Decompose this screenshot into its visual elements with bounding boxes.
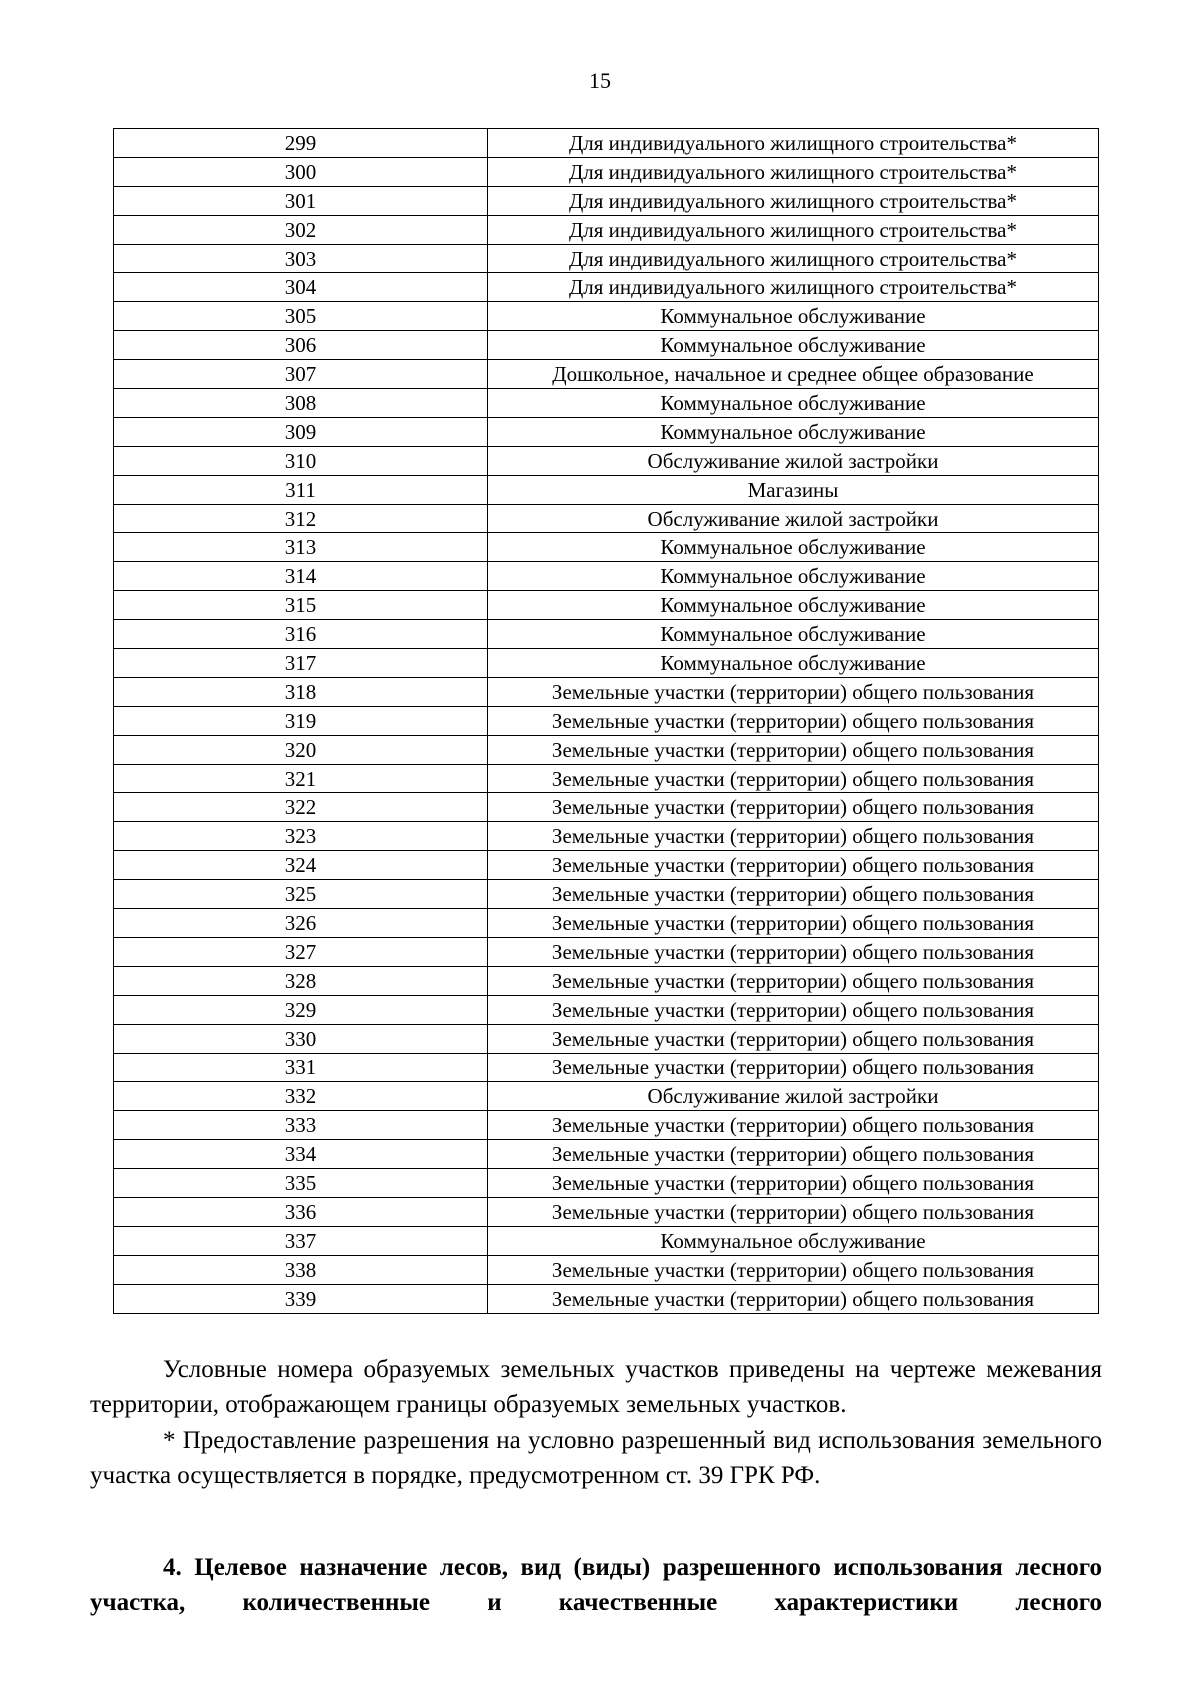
plot-number-cell: 299 — [114, 129, 488, 158]
permitted-use-cell: Коммунальное обслуживание — [488, 417, 1099, 446]
table-row — [114, 649, 1099, 678]
table-row — [114, 620, 1099, 649]
table-row — [114, 995, 1099, 1024]
table-row — [114, 764, 1099, 793]
permitted-use-cell: Земельные участки (территории) общего пользования — [488, 909, 1099, 938]
table-row — [114, 1197, 1099, 1226]
permitted-use-cell: Обслуживание жилой застройки — [488, 446, 1099, 475]
permitted-use-cell: Земельные участки (территории) общего пользования — [488, 880, 1099, 909]
plot-number-cell: 308 — [114, 389, 488, 418]
permitted-use-cell: Коммунальное обслуживание — [488, 331, 1099, 360]
permitted-use-cell: Земельные участки (территории) общего пользования — [488, 677, 1099, 706]
plot-number-cell: 303 — [114, 244, 488, 273]
table-row — [114, 360, 1099, 389]
plot-number-cell: 335 — [114, 1169, 488, 1198]
permitted-use-cell: Для индивидуального жилищного строительства* — [488, 244, 1099, 273]
table-row — [114, 880, 1099, 909]
plot-number-cell: 322 — [114, 793, 488, 822]
table-row — [114, 1082, 1099, 1111]
permitted-use-cell: Коммунальное обслуживание — [488, 533, 1099, 562]
permitted-use-cell: Земельные участки (территории) общего пользования — [488, 966, 1099, 995]
table-row — [114, 793, 1099, 822]
table-row — [114, 1226, 1099, 1255]
table-row — [114, 966, 1099, 995]
land-plots-table-body — [114, 129, 1099, 1314]
plot-number-cell: 326 — [114, 909, 488, 938]
plot-number-cell: 338 — [114, 1255, 488, 1284]
table-row — [114, 937, 1099, 966]
section-heading: 4. Целевое назначение лесов, вид (виды) разрешенного использования лесного участка, количественные и качественные характеристики лесного — [90, 1554, 1102, 1616]
plot-number-cell: 311 — [114, 475, 488, 504]
permitted-use-cell: Для индивидуального жилищного строительства* — [488, 157, 1099, 186]
table-row — [114, 591, 1099, 620]
note-conditional-use: * Предоставление разрешения на условно разрешенный вид использования земельного участка осуществляется в порядке, предусмотренном ст. 39 ГРК РФ. — [90, 1427, 1102, 1489]
table-row — [114, 1255, 1099, 1284]
plot-number-cell: 316 — [114, 620, 488, 649]
permitted-use-cell: Земельные участки (территории) общего пользования — [488, 1140, 1099, 1169]
table-row — [114, 302, 1099, 331]
plot-number-cell: 300 — [114, 157, 488, 186]
permitted-use-cell: Земельные участки (территории) общего пользования — [488, 1111, 1099, 1140]
permitted-use-cell: Земельные участки (территории) общего пользования — [488, 822, 1099, 851]
table-row — [114, 244, 1099, 273]
plot-number-cell: 327 — [114, 937, 488, 966]
table-row — [114, 331, 1099, 360]
plot-number-cell: 321 — [114, 764, 488, 793]
table-row — [114, 446, 1099, 475]
plot-number-cell: 320 — [114, 735, 488, 764]
permitted-use-cell: Обслуживание жилой застройки — [488, 504, 1099, 533]
page-number: 15 — [589, 68, 611, 93]
permitted-use-cell: Земельные участки (территории) общего пользования — [488, 1197, 1099, 1226]
plot-number-cell: 328 — [114, 966, 488, 995]
table-row — [114, 215, 1099, 244]
plot-number-cell: 329 — [114, 995, 488, 1024]
table-row — [114, 822, 1099, 851]
table-row — [114, 157, 1099, 186]
plot-number-cell: 339 — [114, 1284, 488, 1313]
plot-number-cell: 324 — [114, 851, 488, 880]
table-row — [114, 389, 1099, 418]
plot-number-cell: 309 — [114, 417, 488, 446]
plot-number-cell: 319 — [114, 706, 488, 735]
permitted-use-cell: Коммунальное обслуживание — [488, 620, 1099, 649]
plot-number-cell: 310 — [114, 446, 488, 475]
plot-number-cell: 331 — [114, 1053, 488, 1082]
permitted-use-cell: Земельные участки (территории) общего пользования — [488, 735, 1099, 764]
plot-number-cell: 332 — [114, 1082, 488, 1111]
table-row — [114, 417, 1099, 446]
permitted-use-cell: Коммунальное обслуживание — [488, 1226, 1099, 1255]
table-row — [114, 533, 1099, 562]
permitted-use-cell: Коммунальное обслуживание — [488, 591, 1099, 620]
plot-number-cell: 304 — [114, 273, 488, 302]
permitted-use-cell: Земельные участки (территории) общего пользования — [488, 995, 1099, 1024]
plot-number-cell: 312 — [114, 504, 488, 533]
plot-number-cell: 314 — [114, 562, 488, 591]
table-row — [114, 909, 1099, 938]
plot-number-cell: 307 — [114, 360, 488, 389]
plot-number-cell: 334 — [114, 1140, 488, 1169]
table-row — [114, 186, 1099, 215]
permitted-use-cell: Земельные участки (территории) общего пользования — [488, 1284, 1099, 1313]
permitted-use-cell: Земельные участки (территории) общего пользования — [488, 1255, 1099, 1284]
table-row — [114, 562, 1099, 591]
permitted-use-cell: Коммунальное обслуживание — [488, 562, 1099, 591]
note-plot-numbers: Условные номера образуемых земельных участков приведены на чертеже межевания территории, отображающем границы образуемых земельных участков. — [90, 1356, 1102, 1418]
table-row — [114, 475, 1099, 504]
permitted-use-cell: Для индивидуального жилищного строительства* — [488, 129, 1099, 158]
table-row — [114, 504, 1099, 533]
permitted-use-cell: Обслуживание жилой застройки — [488, 1082, 1099, 1111]
plot-number-cell: 301 — [114, 186, 488, 215]
permitted-use-cell: Земельные участки (территории) общего пользования — [488, 937, 1099, 966]
permitted-use-cell: Земельные участки (территории) общего пользования — [488, 1053, 1099, 1082]
table-row — [114, 706, 1099, 735]
plot-number-cell: 333 — [114, 1111, 488, 1140]
plot-number-cell: 336 — [114, 1197, 488, 1226]
plot-number-cell: 317 — [114, 649, 488, 678]
table-row — [114, 677, 1099, 706]
permitted-use-cell: Земельные участки (территории) общего пользования — [488, 1024, 1099, 1053]
plot-number-cell: 315 — [114, 591, 488, 620]
plot-number-cell: 325 — [114, 880, 488, 909]
plot-number-cell: 330 — [114, 1024, 488, 1053]
plot-number-cell: 305 — [114, 302, 488, 331]
table-row — [114, 1284, 1099, 1313]
land-plots-table — [113, 128, 1099, 1314]
table-row — [114, 273, 1099, 302]
permitted-use-cell: Земельные участки (территории) общего пользования — [488, 764, 1099, 793]
table-row — [114, 1169, 1099, 1198]
table-row — [114, 129, 1099, 158]
plot-number-cell: 313 — [114, 533, 488, 562]
permitted-use-cell: Для индивидуального жилищного строительства* — [488, 186, 1099, 215]
table-row — [114, 1024, 1099, 1053]
permitted-use-cell: Коммунальное обслуживание — [488, 302, 1099, 331]
table-row — [114, 1111, 1099, 1140]
plot-number-cell: 323 — [114, 822, 488, 851]
plot-number-cell: 337 — [114, 1226, 488, 1255]
permitted-use-cell: Земельные участки (территории) общего пользования — [488, 793, 1099, 822]
plot-number-cell: 302 — [114, 215, 488, 244]
plot-number-cell: 306 — [114, 331, 488, 360]
permitted-use-cell: Земельные участки (территории) общего пользования — [488, 1169, 1099, 1198]
permitted-use-cell: Коммунальное обслуживание — [488, 649, 1099, 678]
plot-number-cell: 318 — [114, 677, 488, 706]
table-row — [114, 1053, 1099, 1082]
table-row — [114, 1140, 1099, 1169]
table-row — [114, 735, 1099, 764]
permitted-use-cell: Магазины — [488, 475, 1099, 504]
permitted-use-cell: Дошкольное, начальное и среднее общее образование — [488, 360, 1099, 389]
permitted-use-cell: Коммунальное обслуживание — [488, 389, 1099, 418]
permitted-use-cell: Для индивидуального жилищного строительства* — [488, 273, 1099, 302]
permitted-use-cell: Земельные участки (территории) общего пользования — [488, 851, 1099, 880]
permitted-use-cell: Земельные участки (территории) общего пользования — [488, 706, 1099, 735]
table-row — [114, 851, 1099, 880]
permitted-use-cell: Для индивидуального жилищного строительства* — [488, 215, 1099, 244]
